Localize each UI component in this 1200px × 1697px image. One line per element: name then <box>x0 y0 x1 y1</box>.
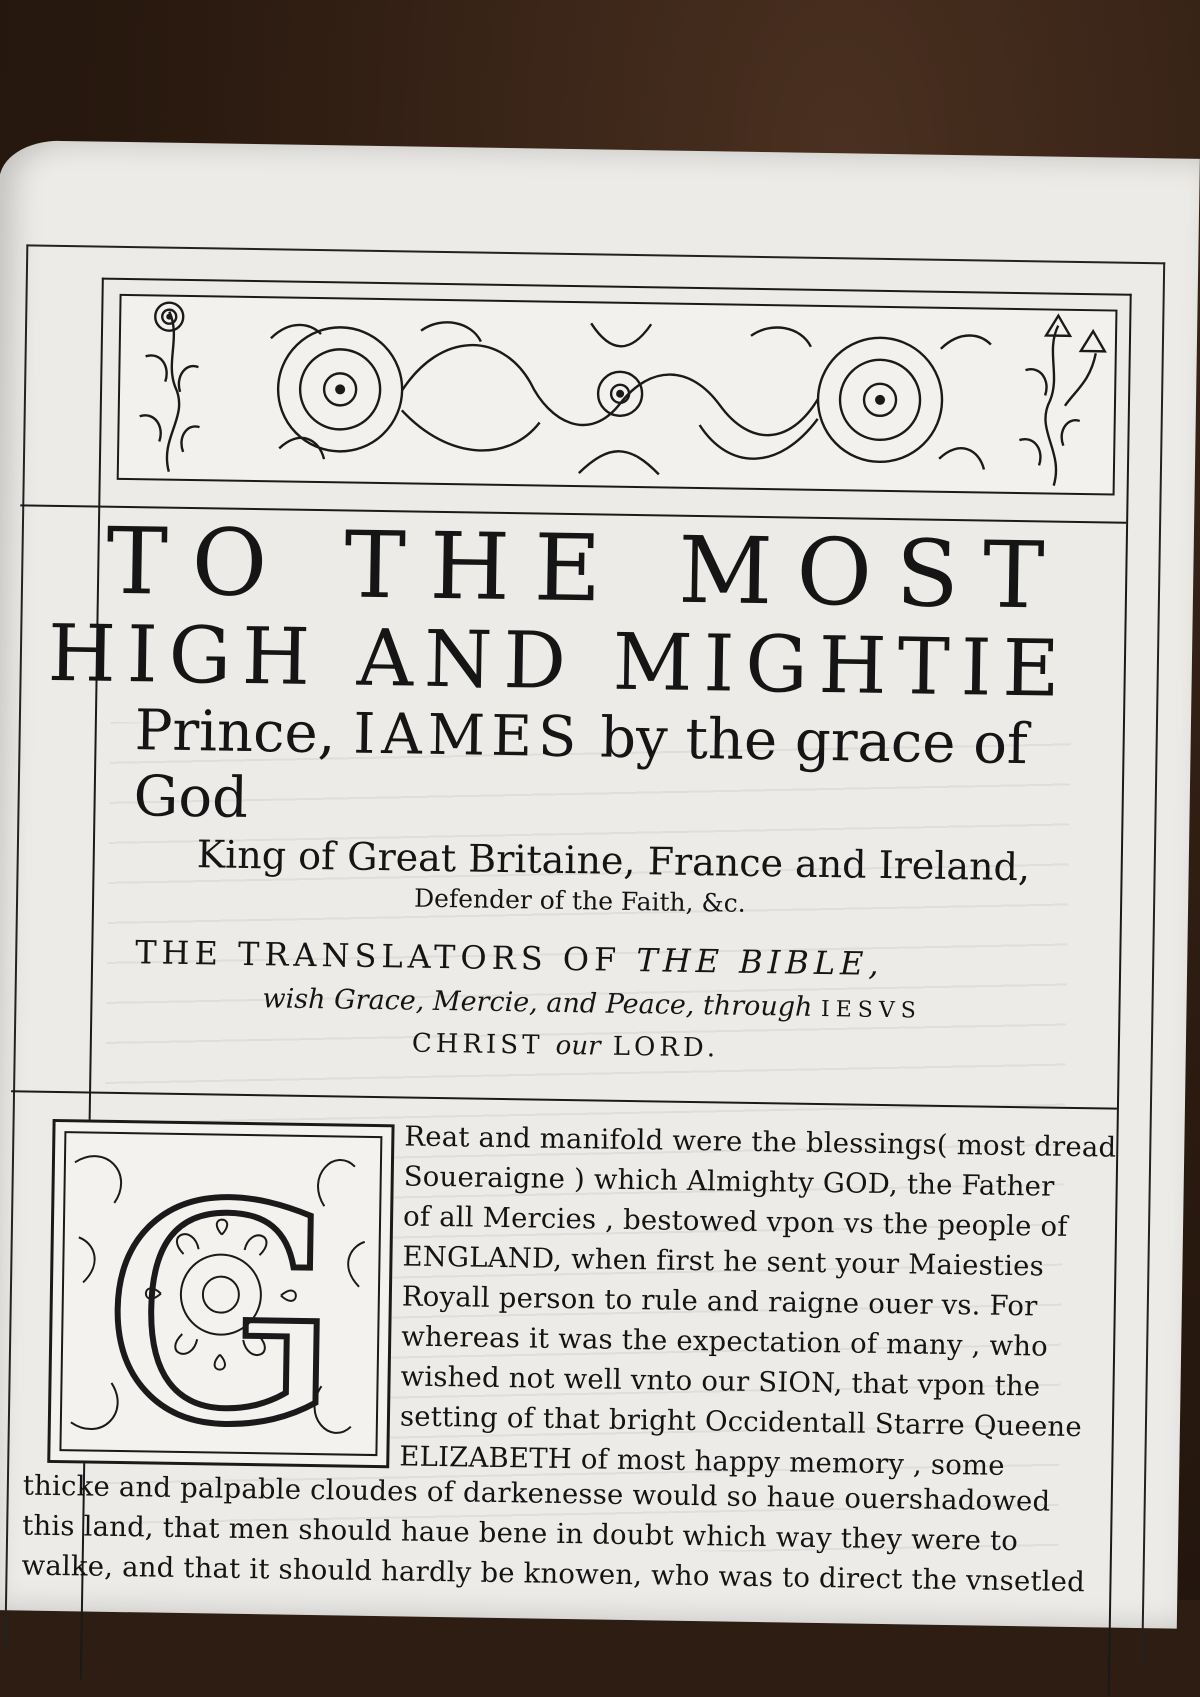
opening-paragraph <box>399 1116 1125 1487</box>
title-grace: by the grace of God <box>133 705 1029 831</box>
lord-text: LORD. <box>612 1031 720 1064</box>
book-page <box>0 140 1200 1629</box>
text-line: thicke and palpable cloudes of darkenesse would so haue ouershadowed <box>22 1469 1051 1518</box>
title-prince: Prince, <box>134 698 336 767</box>
title-line-3 <box>45 697 1117 846</box>
text-line: wished not well vnto our SION, that vpon the <box>400 1360 1041 1403</box>
title-james: IAMES <box>352 701 583 771</box>
dropcap-ornament-icon <box>50 1122 391 1465</box>
text-line: this land, that men should haue bene in doubt which way they were to <box>21 1509 1019 1558</box>
floral-vine-icon <box>119 296 1116 494</box>
text-line: whereas it was the expectation of many , who <box>401 1320 1049 1363</box>
text-frame <box>21 278 1132 1696</box>
text-line: Soueraigne ) which Almighty GOD, the Father <box>403 1160 1055 1203</box>
our-text: our <box>555 1030 601 1062</box>
translators-text: THE TRANSLATORS OF <box>134 933 622 979</box>
text-line: ENGLAND, when first he sent your Maiesties <box>402 1240 1045 1283</box>
title-line-2: HIGH AND MIGHTIE <box>47 608 1072 715</box>
dedication-title <box>42 507 1120 1076</box>
title-line-4: King of Great Britaine, France and Ireland, <box>196 832 1031 890</box>
title-line-5: Defender of the Faith, &c. <box>413 883 746 918</box>
the-bible-text: THE BIBLE, <box>636 941 884 983</box>
historiated-initial <box>47 1119 394 1468</box>
text-line: Royall person to rule and raigne ouer vs. For <box>401 1280 1038 1323</box>
christ-text: CHRIST <box>411 1028 544 1061</box>
dropcap-letter: G <box>97 1139 344 1466</box>
ornamental-headpiece <box>117 294 1118 496</box>
text-line: setting of that bright Occidentall Starre Queene <box>399 1400 1083 1444</box>
text-line: Reat and manifold were the blessings( most dread <box>404 1120 1117 1164</box>
greeting-text: wish Grace, Mercie, and Peace, through <box>262 983 813 1023</box>
text-line: ELIZABETH of most happy memory , some <box>399 1440 1005 1482</box>
body-divider <box>11 1090 1117 1109</box>
text-line: of all Mercies , bestowed vpon vs the people of <box>402 1200 1068 1243</box>
greeting-jesus: IESVS <box>820 997 922 1024</box>
text-line: walke, and that it should hardly be knowen, who was to direct the vnsetled <box>21 1549 1086 1599</box>
title-line-1: TO THE MOST <box>105 507 1070 630</box>
paragraph-continuation <box>21 1466 1119 1603</box>
